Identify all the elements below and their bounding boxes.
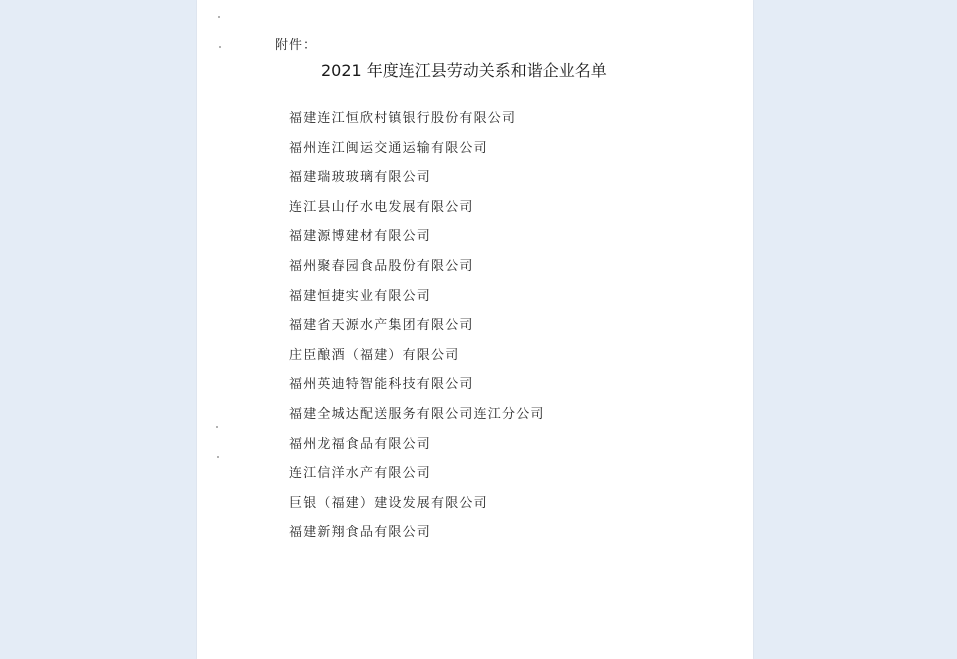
scan-speck — [216, 426, 218, 428]
list-item: 福州连江闽运交通运输有限公司 — [289, 140, 488, 156]
list-item: 福建恒捷实业有限公司 — [289, 288, 432, 304]
list-item: 福建新翔食品有限公司 — [289, 525, 432, 541]
list-item: 连江信洋水产有限公司 — [289, 466, 432, 482]
list-item: 福州聚春园食品股份有限公司 — [289, 258, 474, 274]
document-title: 2021 年度连江县劳动关系和谐企业名单 — [321, 61, 607, 80]
list-item: 巨银（福建）建设发展有限公司 — [289, 495, 488, 511]
list-item: 连江县山仔水电发展有限公司 — [289, 199, 474, 215]
scan-speck — [218, 16, 220, 18]
scan-speck — [219, 46, 221, 48]
company-list — [289, 104, 545, 548]
list-item: 福州龙福食品有限公司 — [289, 436, 432, 452]
list-item: 福建全城达配送服务有限公司连江分公司 — [289, 406, 545, 422]
attachment-label: 附件： — [275, 38, 318, 53]
list-item: 庄臣酿酒（福建）有限公司 — [289, 347, 460, 363]
list-item: 福建省天源水产集团有限公司 — [289, 318, 474, 334]
list-item: 福建连江恒欣村镇银行股份有限公司 — [289, 111, 517, 126]
document-page — [197, 0, 753, 659]
list-item: 福建源博建材有限公司 — [289, 229, 432, 245]
list-item: 福建瑞玻玻璃有限公司 — [289, 170, 432, 186]
scan-speck — [217, 456, 219, 458]
list-item: 福州英迪特智能科技有限公司 — [289, 377, 474, 393]
